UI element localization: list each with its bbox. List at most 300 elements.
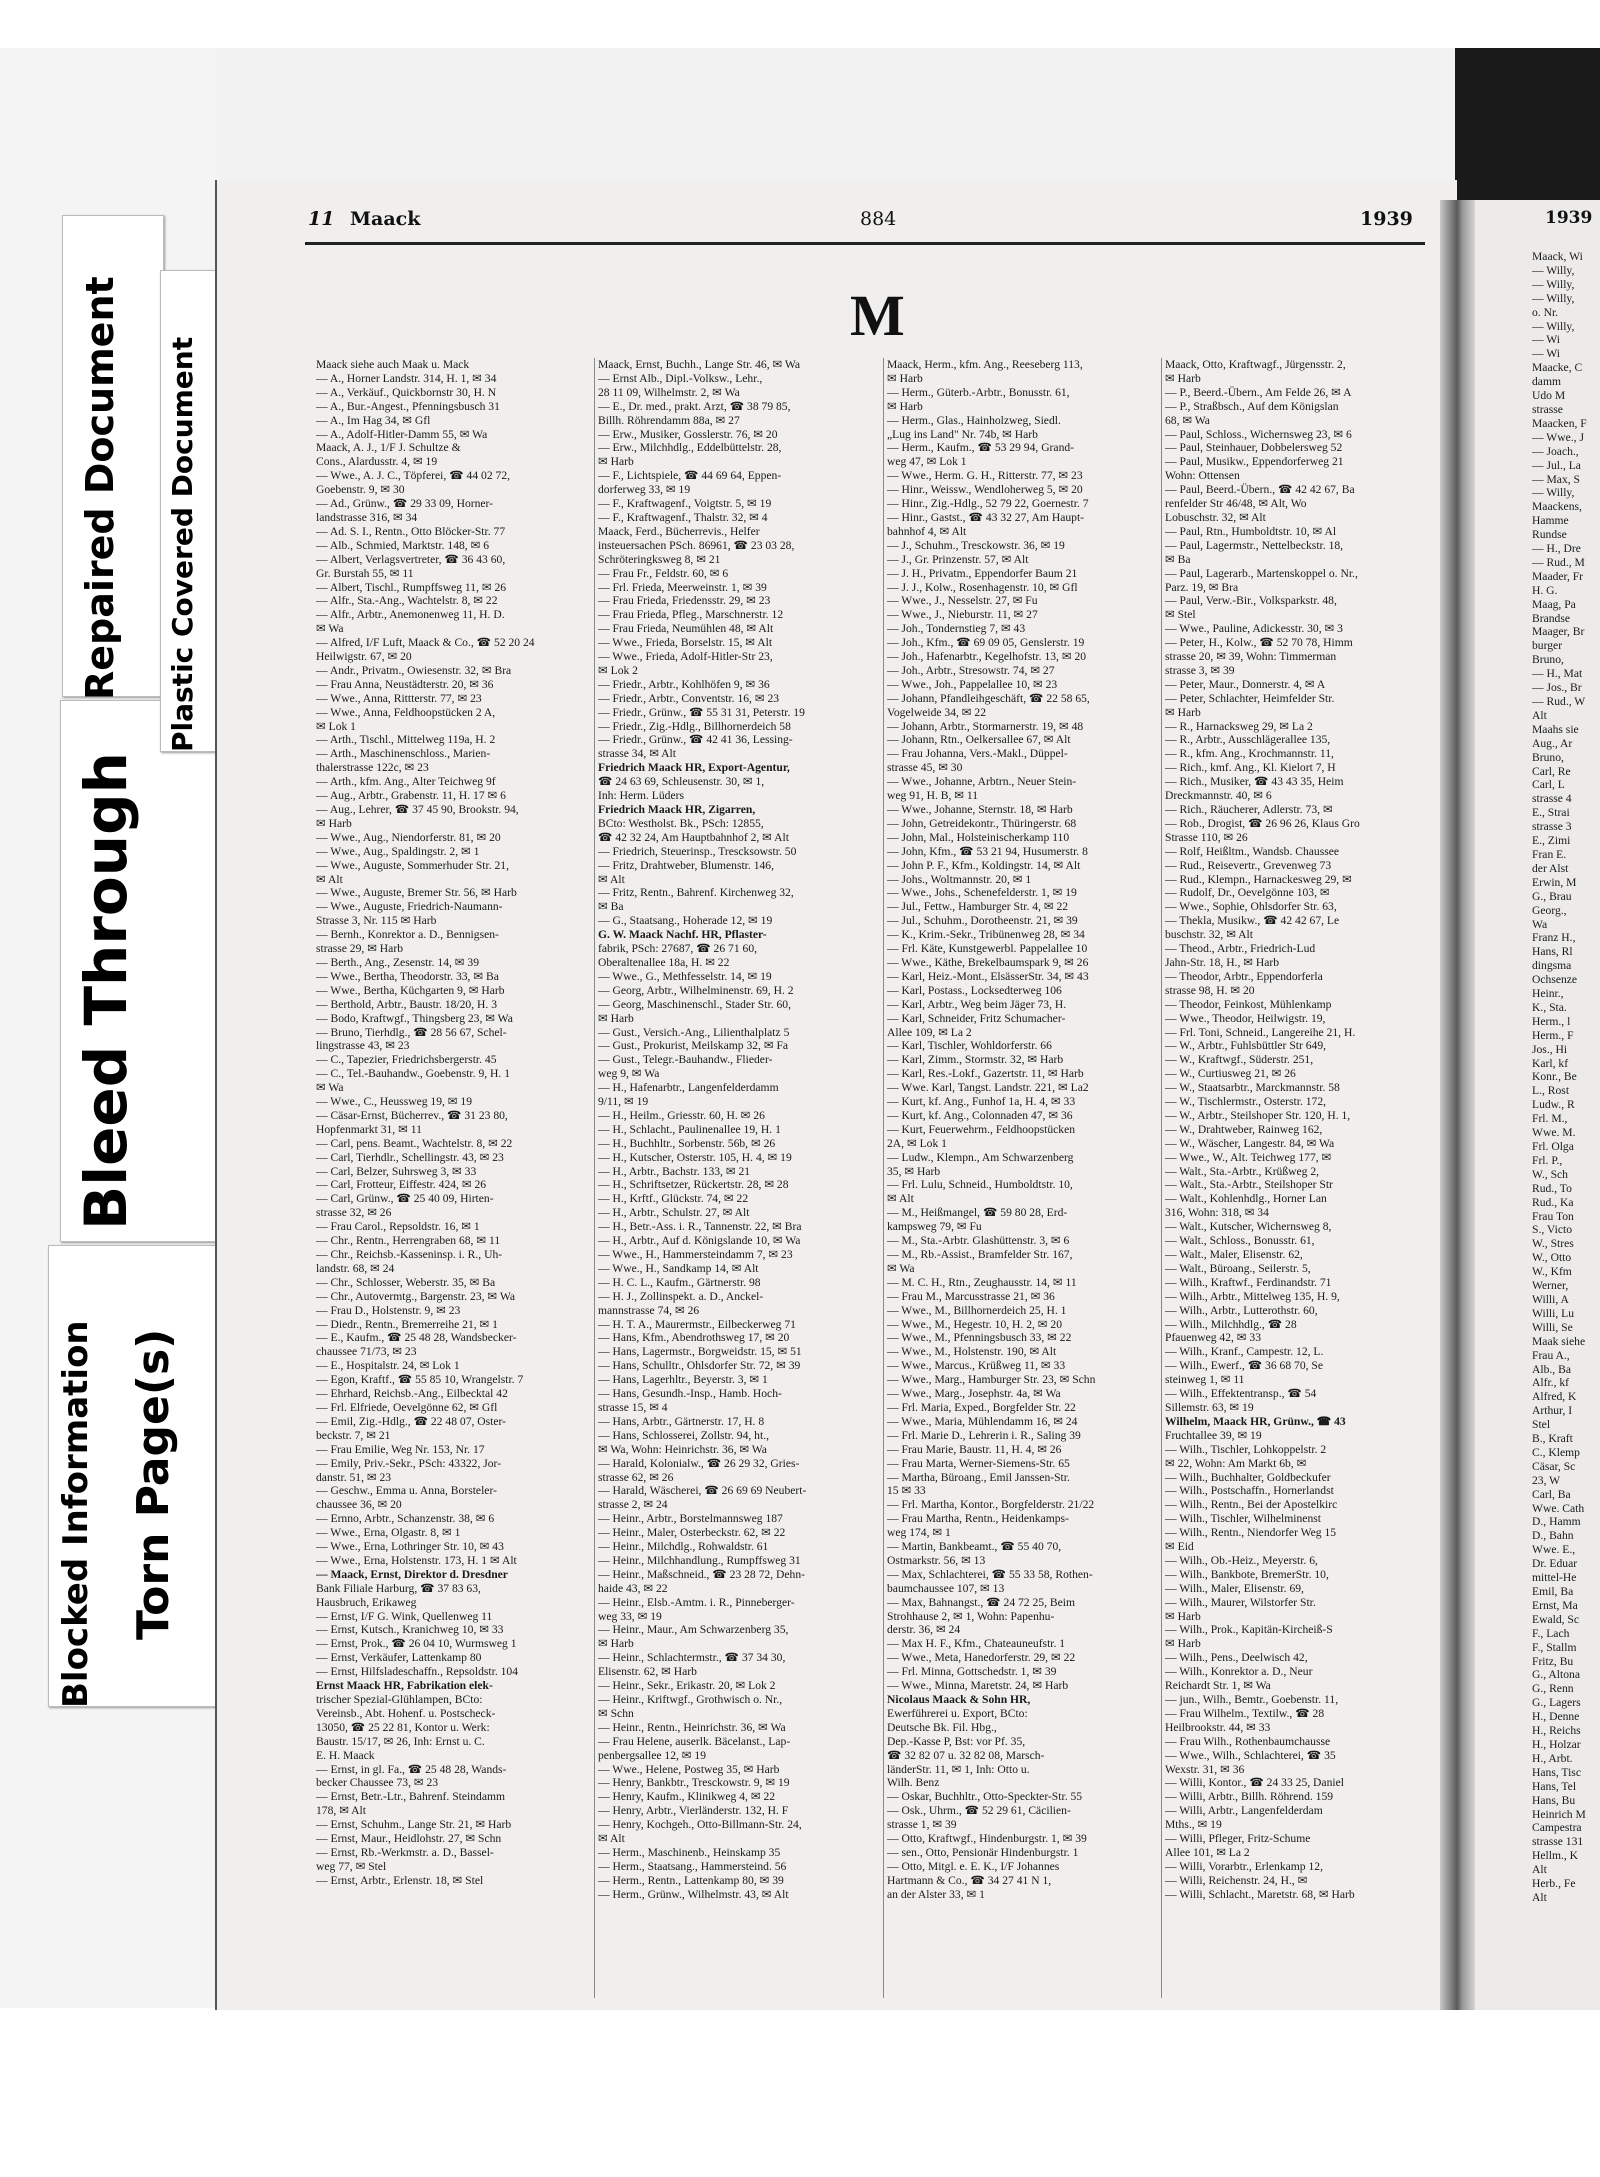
directory-entry-line: Inh: Herm. Lüders xyxy=(598,789,684,803)
facing-page-entry-line: Emil, Ba xyxy=(1532,1585,1574,1598)
directory-entry-line: bahnhof 4, ✉ Alt xyxy=(887,524,967,538)
directory-entry-line: ✉ Ba xyxy=(1165,552,1191,566)
directory-entry-line: — Berthold, Arbtr., Baustr. 18/20, H. 3 xyxy=(316,997,497,1011)
facing-page-entry-line: Maahs sie xyxy=(1532,722,1579,736)
directory-entry-line: ✉ Lok 2 xyxy=(598,663,638,677)
directory-entry-line: — Wwe., Erna, Lothringer Str. 10, ✉ 43 xyxy=(316,1540,504,1554)
directory-entry-line: — J., Gr. Prinzenstr. 57, ✉ Alt xyxy=(887,552,1029,566)
facing-page-entry-line: F., Lach xyxy=(1532,1626,1570,1640)
directory-entry-line: — Paul, Lagerarb., Martenskoppel o. Nr., xyxy=(1165,566,1358,580)
directory-entry-line: — Walt., Schloss., Bonusstr. 61, xyxy=(1165,1234,1315,1248)
directory-entry-line: ✉ Alt xyxy=(598,872,625,886)
directory-entry-line: Maack, Ernst, Buchh., Lange Str. 46, ✉ Wa xyxy=(598,358,801,371)
directory-entry-line: buschstr. 32, ✉ Alt xyxy=(1165,928,1253,942)
directory-entry-line: — J. J., Kolw., Rosenhagenstr. 10, ✉ Gfl xyxy=(887,580,1078,594)
directory-entry-line: — Willi, Kontor., ☎ 24 33 25, Daniel xyxy=(1165,1776,1344,1790)
directory-entry-line: — Albert, Tischl., Rumpffsweg 11, ✉ 26 xyxy=(316,580,507,594)
directory-entry-line: — Ernno, Arbtr., Schanzenstr. 38, ✉ 6 xyxy=(316,1512,495,1526)
facing-page-entry-line: G., Renn xyxy=(1532,1682,1574,1696)
directory-entry-line: — Albert, Verlagsvertreter, ☎ 36 43 60, xyxy=(316,552,506,566)
directory-entry-line: — Karl, Postass., Locksedterweg 106 xyxy=(887,983,1062,997)
scanner-top-area xyxy=(215,48,1455,188)
directory-entry-line: — R., Arbtr., Ausschlägerallee 135, xyxy=(1165,733,1331,747)
directory-entry-line: — H., Arbtr., Schulstr. 27, ✉ Alt xyxy=(598,1206,750,1220)
directory-entry-line: Nicolaus Maack & Sohn HR, xyxy=(887,1693,1031,1706)
directory-entry-line: — H., Arbtr., Auf d. Königslande 10, ✉ Wa xyxy=(598,1234,801,1248)
facing-page-entry-line: — Willy, xyxy=(1532,486,1575,500)
directory-entry-line: — Ernst Alb., Dipl.-Volksw., Lehr., xyxy=(598,371,763,385)
directory-entry-line: strasse 45, ✉ 30 xyxy=(887,761,963,775)
directory-entry-line: ✉ Alt xyxy=(598,1832,625,1846)
directory-entry-line: — Bernh., Konrektor a. D., Bennigsen- xyxy=(316,928,499,942)
facing-page-entry-line: — Rud., W xyxy=(1532,695,1586,708)
directory-entry-line: — Ludw., Klempn., Am Schwarzenberg xyxy=(887,1150,1074,1164)
directory-entry-line: — H., Arbtr., Bachstr. 133, ✉ 21 xyxy=(598,1164,751,1178)
directory-entry-line: — M., Rb.-Assist., Bramfelder Str. 167, xyxy=(887,1248,1073,1261)
facing-page-entry-line: mittel-He xyxy=(1532,1571,1577,1585)
directory-entry-line: — Karl, Heiz.-Mont., ElsässerStr. 34, ✉ 43 xyxy=(887,969,1089,983)
facing-page-entry-line: Heinr., xyxy=(1532,987,1564,1001)
facing-page-entry-line: Frl. Olga xyxy=(1532,1140,1574,1153)
directory-entry-line: ✉ Lok 1 xyxy=(316,719,356,733)
facing-page-entry-line: strasse 131 xyxy=(1532,1835,1584,1849)
facing-page-entry-line: Bruno, xyxy=(1532,653,1564,667)
directory-entry-line: ✉ Wa xyxy=(316,622,344,636)
directory-entry-line: strasse 32, ✉ 26 xyxy=(316,1206,392,1220)
directory-entry-line: — Wwe., M., Holstenstr. 190, ✉ Alt xyxy=(887,1345,1057,1359)
facing-page-entry-line: Hans, Rl xyxy=(1532,945,1573,959)
directory-entry-line: — Frau Anna, Neustädterstr. 20, ✉ 36 xyxy=(316,677,494,691)
directory-entry-line: — Wwe., Erna, Holstenstr. 173, H. 1 ✉ Alt xyxy=(316,1553,517,1567)
directory-entry-line: lingstrasse 43, ✉ 23 xyxy=(316,1039,410,1053)
directory-entry-line: — Diedr., Rentn., Bremerreihe 21, ✉ 1 xyxy=(316,1317,498,1331)
directory-entry-line: — Wilh., Konrektor a. D., Neur xyxy=(1165,1665,1313,1679)
facing-page-entry-line: Werner, xyxy=(1532,1279,1569,1293)
facing-page-entry-line: K., Sta. xyxy=(1532,1000,1567,1014)
directory-entry-line: — Walt., Sta.-Arbtr., Steilshoper Str xyxy=(1165,1178,1333,1192)
directory-entry-line: — Wwe., Johanne, Arbtrn., Neuer Stein- xyxy=(887,775,1077,789)
directory-entry-line: — Hinr., Gastst., ☎ 43 32 27, Am Haupt- xyxy=(887,510,1085,524)
directory-entry-line: — Frau D., Holstenstr. 9, ✉ 23 xyxy=(316,1303,461,1317)
directory-entry-line: haide 43, ✉ 22 xyxy=(598,1581,668,1595)
facing-page-entry-line: Konr., Be xyxy=(1532,1070,1577,1084)
directory-entry-line: — Theodor, Arbtr., Eppendorferla xyxy=(1165,969,1323,983)
directory-entry-line: Heilbrookstr. 44, ✉ 33 xyxy=(1165,1720,1271,1734)
directory-entry-line: 178, ✉ Alt xyxy=(316,1804,366,1818)
facing-page-entry-line: der Alst xyxy=(1532,861,1569,875)
directory-entry-line: Cons., Alardusstr. 4, ✉ 19 xyxy=(316,455,438,469)
directory-entry-line: Maack, Otto, Kraftwagf., Jürgensstr. 2, xyxy=(1165,358,1346,371)
directory-entry-line: — Ad. S. I., Rentn., Otto Blöcker-Str. 77 xyxy=(316,524,506,538)
directory-entry-line: — Frau Fr., Feldstr. 60, ✉ 6 xyxy=(598,566,729,580)
directory-entry-line: — Aug., Arbtr., Grabenstr. 11, H. 17 ✉ 6 xyxy=(316,789,506,803)
directory-entry-line: strasse 62, ✉ 26 xyxy=(598,1470,674,1484)
directory-entry-line: — Wilh., Tischler, Lohkoppelstr. 2 xyxy=(1165,1442,1327,1456)
directory-entry-line: ✉ Wa, Wohn: Heinrichstr. 36, ✉ Wa xyxy=(598,1442,767,1456)
directory-entry-line: — Alfr., Arbtr., Anemonenweg 11, H. D. xyxy=(316,608,505,622)
directory-entry-line: — Carl, Tierhdlr., Schellingstr. 43, ✉ 23 xyxy=(316,1150,504,1164)
directory-entry-line: — jun., Wilh., Bemtr., Goebenstr. 11, xyxy=(1165,1693,1339,1706)
directory-entry-line: — John, Mal., Holsteinischerkamp 110 xyxy=(887,830,1070,844)
directory-entry-line: — Herm., Staatsang., Hammersteind. 56 xyxy=(598,1859,787,1873)
directory-entry-line: — H., Schriftsetzer, Rückertstr. 28, ✉ 28 xyxy=(598,1178,789,1192)
directory-entry-line: — R., kfm. Ang., Krochmannstr. 11, xyxy=(1165,747,1334,761)
facing-page-entry-line: strasse xyxy=(1532,402,1563,416)
directory-entry-line: — Wwe., Helene, Postweg 35, ✉ Harb xyxy=(598,1762,780,1776)
directory-entry-line: — Georg, Maschinenschl., Stader Str. 60, xyxy=(598,997,791,1011)
directory-column-2 xyxy=(598,358,881,1998)
facing-page-entry-line: — H., Dre xyxy=(1532,542,1581,556)
facing-page-entry-line: — Max, S xyxy=(1532,472,1580,486)
directory-entry-line: — Ernst, Maur., Heidlohstr. 27, ✉ Schn xyxy=(316,1832,502,1846)
directory-entry-line: — Heinr., Maßschneid., ☎ 23 28 72, Dehn- xyxy=(598,1567,805,1581)
directory-entry-line: — Peter, Maur., Donnerstr. 4, ✉ A xyxy=(1165,677,1326,691)
facing-page-entry-line: Alt xyxy=(1532,1890,1547,1904)
directory-entry-line: — Ernst, Betr.-Ltr., Bahrenf. Steindamm xyxy=(316,1790,506,1804)
directory-entry-line: weg 77, ✉ Stel xyxy=(316,1859,387,1873)
directory-entry-line: — A., Horner Landstr. 314, H. 1, ✉ 34 xyxy=(316,371,497,385)
directory-entry-line: — Henry, Arbtr., Vierländerstr. 132, H. F xyxy=(598,1804,789,1818)
directory-entry-line: — Wwe., Anna, Rittterstr. 77, ✉ 23 xyxy=(316,691,482,705)
facing-page-entry-line: Carl, L xyxy=(1532,778,1565,792)
facing-page-entry-line: Cäsar, Sc xyxy=(1532,1459,1576,1473)
directory-entry-line: — Wwe., J., Nieburstr. 11, ✉ 27 xyxy=(887,608,1038,622)
directory-entry-line: — Rich., Musiker, ☎ 43 43 35, Heim xyxy=(1165,775,1344,789)
directory-entry-line: 28 11 09, Wilhelmstr. 2, ✉ Wa xyxy=(598,385,740,399)
facing-page-entry-line: — Wwe., J xyxy=(1532,430,1584,444)
directory-entry-line: Reichardt Str. 1, ✉ Wa xyxy=(1165,1679,1271,1693)
directory-entry-line: ☎ 42 32 24, Am Hauptbahnhof 2, ✉ Alt xyxy=(598,830,789,844)
directory-entry-line: — Wilh., Ob.-Heiz., Meyerstr. 6, xyxy=(1165,1553,1318,1567)
directory-entry-line: Wexstr. 31, ✉ 36 xyxy=(1165,1762,1245,1776)
directory-column-3 xyxy=(887,358,1159,1998)
directory-entry-line: — Cäsar-Ernst, Bücherrev., ☎ 31 23 80, xyxy=(316,1108,508,1122)
directory-entry-line: — M., Sta.-Arbtr. Glashüttenstr. 3, ✉ 6 xyxy=(887,1234,1070,1248)
facing-page-entry-line: Rud., Ka xyxy=(1532,1195,1574,1209)
directory-entry-line: trischer Spezial-Glühlampen, BCto: xyxy=(316,1693,483,1706)
directory-entry-line: — Wwe., Marg., Hamburger Str. 23, ✉ Schn xyxy=(887,1373,1096,1387)
label-repaired-document: Repaired Document xyxy=(78,276,122,700)
directory-entry-line: — Heinr., Elsb.-Amtm. i. R., Pinneberger- xyxy=(598,1595,795,1609)
directory-entry-line: — Wwe., Aug., Spaldingstr. 2, ✉ 1 xyxy=(316,844,480,858)
directory-entry-line: ✉ Harb xyxy=(1165,705,1201,719)
directory-entry-line: — Wwe., G., Methfesselstr. 14, ✉ 19 xyxy=(598,969,772,983)
directory-entry-line: — Carl, Belzer, Suhrsweg 3, ✉ 33 xyxy=(316,1164,477,1178)
directory-entry-line: — Theod., Arbtr., Friedrich-Lud xyxy=(1165,942,1316,956)
facing-page-entry-line: G., Altona xyxy=(1532,1668,1580,1682)
directory-entry-line: Friedrich Maack HR, Zigarren, xyxy=(598,803,756,816)
directory-entry-line: — Wilh., Ewerf., ☎ 36 68 70, Se xyxy=(1165,1359,1324,1373)
directory-entry-line: Maack siehe auch Maak u. Mack xyxy=(316,358,470,371)
facing-page-entry-line: dingsma xyxy=(1532,959,1572,973)
directory-entry-line: — H. T. A., Maurermstr., Eilbeckerweg 71 xyxy=(598,1317,796,1331)
directory-entry-line: — Frl. Elfriede, Oevelgönne 62, ✉ Gfl xyxy=(316,1400,498,1414)
directory-entry-line: Bank Filiale Harburg, ☎ 37 83 63, xyxy=(316,1581,481,1595)
facing-page-entry-line: — H., Mat xyxy=(1532,667,1583,681)
facing-page-entry-line: Carl, Re xyxy=(1532,764,1571,778)
facing-page-entry-line: strasse 3 xyxy=(1532,820,1572,834)
directory-entry-line: — Wwe., C., Heussweg 19, ✉ 19 xyxy=(316,1095,473,1109)
directory-entry-line: — Wwe., Herm. G. H., Ritterstr. 77, ✉ 23 xyxy=(887,469,1083,483)
directory-entry-line: — Wilh., Kraftwf., Ferdinandstr. 71 xyxy=(1165,1275,1332,1289)
facing-page-entry-line: Carl, Ba xyxy=(1532,1487,1571,1501)
directory-entry-line: — Ernst, Schuhm., Lange Str. 21, ✉ Harb xyxy=(316,1818,512,1832)
directory-entry-line: strasse 20, ✉ 39, Wohn: Timmerman xyxy=(1165,650,1337,664)
facing-page-entry-line: Dr. Eduar xyxy=(1532,1557,1578,1571)
directory-entry-line: — Rud., Reisevertr., Grevenweg 73 xyxy=(1165,858,1332,872)
directory-entry-line: — Maack, Ernst, Direktor d. Dresdner xyxy=(316,1567,508,1581)
directory-entry-line: — Berth., Ang., Zesenstr. 14, ✉ 39 xyxy=(316,955,479,969)
facing-page-entry-line: S., Victo xyxy=(1532,1223,1572,1237)
directory-entry-line: — Otto, Mitgl. e. E. K., I/F Johannes xyxy=(887,1859,1060,1873)
directory-entry-line: — Wwe., Auguste, Sommerhuder Str. 21, xyxy=(316,858,510,872)
facing-page-entry-line: Ernst, Ma xyxy=(1532,1598,1578,1612)
directory-entry-line: E. H. Maack xyxy=(316,1748,375,1762)
facing-page-entry-line: Willi, A xyxy=(1532,1292,1569,1306)
facing-page-entry-line: Maackens, xyxy=(1532,500,1582,514)
directory-entry-line: Ewerführerei u. Export, BCto: xyxy=(887,1706,1028,1720)
directory-entry-line: — Wilh., Arbtr., Lutterothstr. 60, xyxy=(1165,1303,1318,1317)
directory-entry-line: Sillemstr. 63, ✉ 19 xyxy=(1165,1400,1254,1414)
directory-entry-line: — K., Krim.-Sekr., Tribünenweg 28, ✉ 34 xyxy=(887,928,1085,942)
directory-entry-line: — John, Kfm., ☎ 53 21 94, Husumerstr. 8 xyxy=(887,844,1088,858)
directory-entry-line: — Paul, Beerd.-Übern., ☎ 42 42 67, Ba xyxy=(1165,483,1355,497)
directory-entry-line: strasse 2, ✉ 24 xyxy=(598,1498,668,1512)
directory-entry-line: Baustr. 15/17, ✉ 26, Inh: Ernst u. C. xyxy=(316,1734,485,1748)
directory-entry-line: — Karl, Arbtr., Weg beim Jäger 73, H. xyxy=(887,997,1067,1011)
directory-entry-line: — W., Arbtr., Steilshoper Str. 120, H. 1, xyxy=(1165,1108,1351,1122)
directory-entry-line: — J., Schuhm., Tresckowstr. 36, ✉ 19 xyxy=(887,538,1065,552)
directory-entry-line: — Wwe., Marcus., Krüßweg 11, ✉ 33 xyxy=(887,1359,1066,1373)
directory-entry-line: — H., Kutscher, Osterstr. 105, H. 4, ✉ 19 xyxy=(598,1150,792,1164)
directory-entry-line: — Chr., Schlosser, Weberstr. 35, ✉ Ba xyxy=(316,1275,496,1289)
facing-page-entry-line: H., Holzar xyxy=(1532,1737,1581,1751)
directory-entry-line: Jahn-Str. 18, H., ✉ Harb xyxy=(1165,955,1280,969)
facing-page-entry-line: Erwin, M xyxy=(1532,875,1577,889)
directory-entry-line: ✉ Ba xyxy=(598,900,624,914)
directory-entry-line: Strohhause 2, ✉ 1, Wohn: Papenhu- xyxy=(887,1609,1055,1623)
directory-entry-line: — Hans, Lagerhltr., Beyerstr. 3, ✉ 1 xyxy=(598,1373,768,1387)
directory-entry-line: — Walt., Kohlenhdlg., Horner Lan xyxy=(1165,1192,1327,1206)
directory-entry-line: — H., Krftf., Glückstr. 74, ✉ 22 xyxy=(598,1192,749,1206)
label-plastic-covered: Plastic Covered Document xyxy=(166,336,199,752)
directory-entry-line: — F., Lichtspiele, ☎ 44 69 64, Eppen- xyxy=(598,469,782,483)
directory-entry-line: — A., Adolf-Hitler-Damm 55, ✉ Wa xyxy=(316,427,488,441)
facing-page-entry-line: D., Bahn xyxy=(1532,1529,1574,1543)
directory-entry-line: — F., Kraftwagenf., Thalstr. 32, ✉ 4 xyxy=(598,510,768,524)
directory-entry-line: — Johann, Pfandleihgeschäft, ☎ 22 58 65, xyxy=(887,691,1090,705)
facing-page-entry-line: — Rud., M xyxy=(1532,555,1585,569)
directory-entry-line: becker Chaussee 73, ✉ 23 xyxy=(316,1776,439,1790)
directory-entry-line: — Harald, Wäscherei, ☎ 26 69 69 Neubert- xyxy=(598,1484,807,1498)
directory-entry-line: — F., Kraftwagenf., Voigtstr. 5, ✉ 19 xyxy=(598,497,772,511)
facing-page-entry-line: W., Otto xyxy=(1532,1251,1572,1265)
directory-entry-line: — Chr., Reichsb.-Kasseninsp. i. R., Uh- xyxy=(316,1248,503,1261)
facing-page-entry-line: E., Zimi xyxy=(1532,834,1571,848)
directory-entry-line: — Frau Marie, Baustr. 11, H. 4, ✉ 26 xyxy=(887,1442,1062,1456)
directory-entry-line: weg 174, ✉ 1 xyxy=(887,1526,951,1540)
directory-entry-line: — Heinr., Milchdlg., Rohwaldstr. 61 xyxy=(598,1540,769,1554)
label-blocked-information: Blocked Information xyxy=(56,1320,96,1708)
directory-entry-line: — Wwe., W., Alt. Teichweg 177, ✉ xyxy=(1165,1150,1332,1164)
directory-entry-line: — Frau Johanna, Vers.-Makl., Düppel- xyxy=(887,747,1068,761)
facing-page-entry-line: — Willy, xyxy=(1532,277,1575,291)
directory-entry-line: — Heinr., Arbtr., Borstelmannsweg 187 xyxy=(598,1512,783,1526)
directory-entry-line: — Wwe., Frieda, Borselstr. 15, ✉ Alt xyxy=(598,636,773,650)
directory-entry-line: 35, ✉ Harb xyxy=(887,1164,941,1178)
directory-entry-line: — Wwe., Aug., Niendorferstr. 81, ✉ 20 xyxy=(316,830,501,844)
directory-entry-line: — Fritz, Drahtweber, Blumenstr. 146, xyxy=(598,858,774,872)
facing-page-entry-line: — Willy, xyxy=(1532,319,1575,333)
directory-entry-line: — Wilh., Rentn., Niendorfer Weg 15 xyxy=(1165,1526,1337,1540)
directory-entry-line: — E., Hospitalstr. 24, ✉ Lok 1 xyxy=(316,1359,460,1373)
directory-entry-line: — Hans, Schulltr., Ohlsdorfer Str. 72, ✉ 39 xyxy=(598,1359,801,1373)
facing-page-entry-line: Alt xyxy=(1532,708,1547,722)
directory-entry-line: ✉ Eid xyxy=(1165,1540,1194,1554)
directory-entry-line: — Walt., Kutscher, Wichernsweg 8, xyxy=(1165,1220,1332,1234)
directory-entry-line: — Alfr., Sta.-Ang., Wachtelstr. 8, ✉ 22 xyxy=(316,594,498,608)
directory-entry-line: — Martha, Büroang., Emil Janssen-Str. xyxy=(887,1470,1070,1484)
directory-entry-line: — A., Verkäuf., Quickbornstr 30, H. N xyxy=(316,385,497,399)
directory-entry-line: — Emil, Zig.-Hdlg., ☎ 22 48 07, Oster- xyxy=(316,1414,507,1428)
directory-entry-line: — Joh., Arbtr., Stresowstr. 74, ✉ 27 xyxy=(887,663,1055,677)
directory-entry-line: 15 ✉ 33 xyxy=(887,1484,926,1498)
directory-entry-line: — Erw., Musiker, Gosslerstr. 76, ✉ 20 xyxy=(598,427,778,441)
directory-entry-line: — Wwe., M., Hegestr. 10, H. 2, ✉ 20 xyxy=(887,1317,1063,1331)
facing-page-entry-line: — Wi xyxy=(1532,347,1560,361)
facing-page-entry-line: Frl. P., xyxy=(1532,1153,1563,1167)
directory-entry-line: Vereinsb., Abt. Hohenf. u. Postscheck- xyxy=(316,1706,496,1720)
directory-entry-line: Pfauenweg 42, ✉ 33 xyxy=(1165,1331,1262,1345)
directory-entry-line: ✉ Harb xyxy=(1165,1609,1201,1623)
directory-entry-line: ✉ Harb xyxy=(1165,1637,1201,1651)
directory-entry-line: — Herm., Maschinenb., Heinskamp 35 xyxy=(598,1845,781,1859)
facing-page-entry-line: Maager, Br xyxy=(1532,625,1585,639)
directory-entry-line: — Heinr., Maur., Am Schwarzenberg 35, xyxy=(598,1623,789,1637)
directory-entry-line: ☎ 24 63 69, Schleusenstr. 30, ✉ 1, xyxy=(598,775,765,789)
directory-entry-line: — Wilh., Milchhdlg., ☎ 28 xyxy=(1165,1317,1297,1331)
directory-entry-line: — Arth., Maschinenschloss., Marien- xyxy=(316,747,491,761)
directory-entry-line: derstr. 36, ✉ 24 xyxy=(887,1623,961,1637)
directory-entry-line: — M., Heißmangel, ☎ 59 80 28, Erd- xyxy=(887,1206,1068,1220)
directory-entry-line: weg 9, ✉ Wa xyxy=(598,1067,660,1081)
directory-entry-line: — Willi, Vorarbtr., Erlenkamp 12, xyxy=(1165,1859,1323,1873)
directory-entry-line: — Wwe., M., Pfenningsbusch 33, ✉ 22 xyxy=(887,1331,1072,1345)
facing-page-entry-line: Jos., Hi xyxy=(1532,1042,1568,1056)
facing-page-entry-line: Wwe. E., xyxy=(1532,1543,1576,1557)
directory-entry-line: — Jul., Schuhm., Dorotheenstr. 21, ✉ 39 xyxy=(887,914,1078,928)
directory-entry-line: — Paul, Verw.-Bir., Volksparkstr. 48, xyxy=(1165,594,1337,608)
directory-entry-line: Maack, Herm., kfm. Ang., Reeseberg 113, xyxy=(887,358,1083,371)
directory-entry-line: — Heinr., Maler, Osterbeckstr. 62, ✉ 22 xyxy=(598,1526,786,1540)
directory-entry-line: — Arth., Tischl., Mittelweg 119a, H. 2 xyxy=(316,733,496,747)
directory-entry-line: — Carl, Frotteur, Eiffestr. 424, ✉ 26 xyxy=(316,1178,487,1192)
directory-entry-line: — W., Staatsarbtr., Marckmannstr. 58 xyxy=(1165,1081,1340,1095)
directory-entry-line: Parz. 19, ✉ Bra xyxy=(1165,580,1239,594)
facing-page-entry-line: Georg., xyxy=(1532,903,1567,917)
directory-entry-line: Wohn: Ottensen xyxy=(1165,469,1240,483)
directory-entry-line: — Frau Frieda, Pfleg., Marschnerstr. 12 xyxy=(598,608,784,622)
directory-entry-line: — Karl, Schneider, Fritz Schumacher- xyxy=(887,1011,1066,1025)
directory-entry-line: — Willi, Schlacht., Maretstr. 68, ✉ Harb xyxy=(1165,1887,1355,1901)
directory-entry-line: — Paul, Musikw., Eppendorferweg 21 xyxy=(1165,455,1344,469)
column-divider xyxy=(1161,358,1162,1998)
directory-entry-line: — John, Getreidekontr., Thüringerstr. 68 xyxy=(887,816,1077,830)
directory-entry-line: — Wwe., Bertha, Küchgarten 9, ✉ Harb xyxy=(316,983,505,997)
directory-entry-line: — Ernst, in gl. Fa., ☎ 25 48 28, Wands- xyxy=(316,1762,507,1776)
directory-entry-line: Elisenstr. 62, ✉ Harb xyxy=(598,1665,697,1679)
directory-entry-line: — Peter, Schlachter, Heimfelder Str. xyxy=(1165,691,1335,705)
facing-page-entry-line: damm xyxy=(1532,375,1561,389)
directory-entry-line: — Frl. Maria, Exped., Borgfelder Str. 22 xyxy=(887,1400,1076,1414)
directory-entry-line: — Wwe., H., Sandkamp 14, ✉ Alt xyxy=(598,1261,759,1275)
directory-entry-line: strasse 15, ✉ 4 xyxy=(598,1400,668,1414)
directory-entry-line: — Martin, Bankbeamt., ☎ 55 40 70, xyxy=(887,1540,1062,1554)
facing-page-entry-line: Fritz, Bu xyxy=(1532,1654,1574,1668)
facing-page-entry-line: Campestra xyxy=(1532,1821,1582,1835)
facing-page-entry-line: — Jul., La xyxy=(1532,458,1581,472)
facing-page-entry-line: Wwe. M. xyxy=(1532,1126,1576,1140)
directory-entry-line: — W., Kraftwgf., Süderstr. 251, xyxy=(1165,1053,1314,1067)
directory-entry-line: — John P. F., Kfm., Koldingstr. 14, ✉ Alt xyxy=(887,858,1081,872)
directory-entry-line: steinweg 1, ✉ 11 xyxy=(1165,1373,1245,1387)
directory-entry-line: — Wilh., Buchhalter, Goldbeckufer xyxy=(1165,1470,1331,1484)
directory-entry-line: — sen., Otto, Pensionär Hindenburgstr. 1 xyxy=(887,1845,1079,1859)
directory-entry-line: — Ernst, I/F G. Wink, Quellenweg 11 xyxy=(316,1609,493,1623)
facing-page-entry-line: E., Strai xyxy=(1532,806,1570,820)
directory-entry-line: Dreckmannstr. 40, ✉ 6 xyxy=(1165,789,1272,803)
directory-entry-line: — Max, Bahnangst., ☎ 24 72 25, Beim xyxy=(887,1595,1076,1609)
directory-entry-line: — Wwe., Pauline, Adickesstr. 30, ✉ 3 xyxy=(1165,622,1343,636)
directory-entry-line: — P., Straßbsch., Auf dem Königslan xyxy=(1165,399,1339,413)
directory-entry-line: strasse 3, ✉ 39 xyxy=(1165,663,1235,677)
directory-entry-line: chaussee 71/73, ✉ 23 xyxy=(316,1345,417,1359)
facing-page-entry-line: Ewald, Sc xyxy=(1532,1612,1580,1626)
directory-entry-line: — Karl, Tischler, Wohldorferstr. 66 xyxy=(887,1039,1052,1053)
facing-page-entry-line: Stel xyxy=(1532,1418,1551,1432)
directory-entry-line: ✉ Harb xyxy=(887,371,923,385)
section-letter: M xyxy=(850,283,905,348)
directory-entry-line: G. W. Maack Nachf. HR, Pflaster- xyxy=(598,928,767,942)
directory-entry-line: — Kurt, kf. Ang., Colonnaden 47, ✉ 36 xyxy=(887,1108,1073,1122)
directory-entry-line: Wilhelm, Maack HR, Grünw., ☎ 43 xyxy=(1165,1414,1346,1428)
directory-entry-line: — Wwe., Auguste, Bremer Str. 56, ✉ Harb xyxy=(316,886,517,900)
directory-entry-line: — G., Staatsang., Hoherade 12, ✉ 19 xyxy=(598,914,773,928)
directory-entry-line: Hopfenmarkt 31, ✉ 11 xyxy=(316,1122,422,1136)
directory-entry-line: weg 33, ✉ 19 xyxy=(598,1609,662,1623)
directory-entry-line: — Osk., Uhrm., ☎ 52 29 61, Cäcilien- xyxy=(887,1804,1071,1818)
directory-entry-line: — Wilh., Maurer, Wilstorfer Str. xyxy=(1165,1595,1316,1609)
facing-page-entry-line: Alfr., kf xyxy=(1532,1376,1570,1390)
facing-page-entry-line: Maag, Pa xyxy=(1532,597,1576,611)
facing-page-entry-line: Arthur, I xyxy=(1532,1404,1573,1418)
facing-page-entry-line: B., Kraft xyxy=(1532,1432,1573,1446)
directory-entry-line: — Theodor, Feinkost, Mühlenkamp xyxy=(1165,997,1332,1011)
directory-entry-line: ✉ Schn xyxy=(598,1706,634,1720)
directory-entry-line: — Frl. Toni, Schneid., Langereihe 21, H. xyxy=(1165,1025,1356,1039)
directory-entry-line: — Frau Wilh., Rothenbaumchausse xyxy=(1165,1734,1331,1748)
directory-entry-line: Maack, Ferd., Bücherrevis., Helfer xyxy=(598,524,760,538)
directory-entry-line: Heilwigstr. 67, ✉ 20 xyxy=(316,650,412,664)
directory-entry-line: — W., Drahtweber, Rainweg 162, xyxy=(1165,1122,1323,1136)
directory-entry-line: — E., Kaufm., ☎ 25 48 28, Wandsbecker- xyxy=(316,1331,517,1345)
directory-entry-line: — Frl. Martha, Kontor., Borgfelderstr. 21/22 xyxy=(887,1498,1095,1512)
directory-entry-line: — Ad., Grünw., ☎ 29 33 09, Horner- xyxy=(316,497,494,511)
facing-page-entry-line: D., Hamm xyxy=(1532,1515,1581,1529)
directory-entry-line: — Willi, Arbtr., Billh. Röhrend. 159 xyxy=(1165,1790,1334,1804)
facing-page-entry-line: Ochsenze xyxy=(1532,973,1578,987)
facing-page-entry-line: Alt xyxy=(1532,1863,1547,1877)
